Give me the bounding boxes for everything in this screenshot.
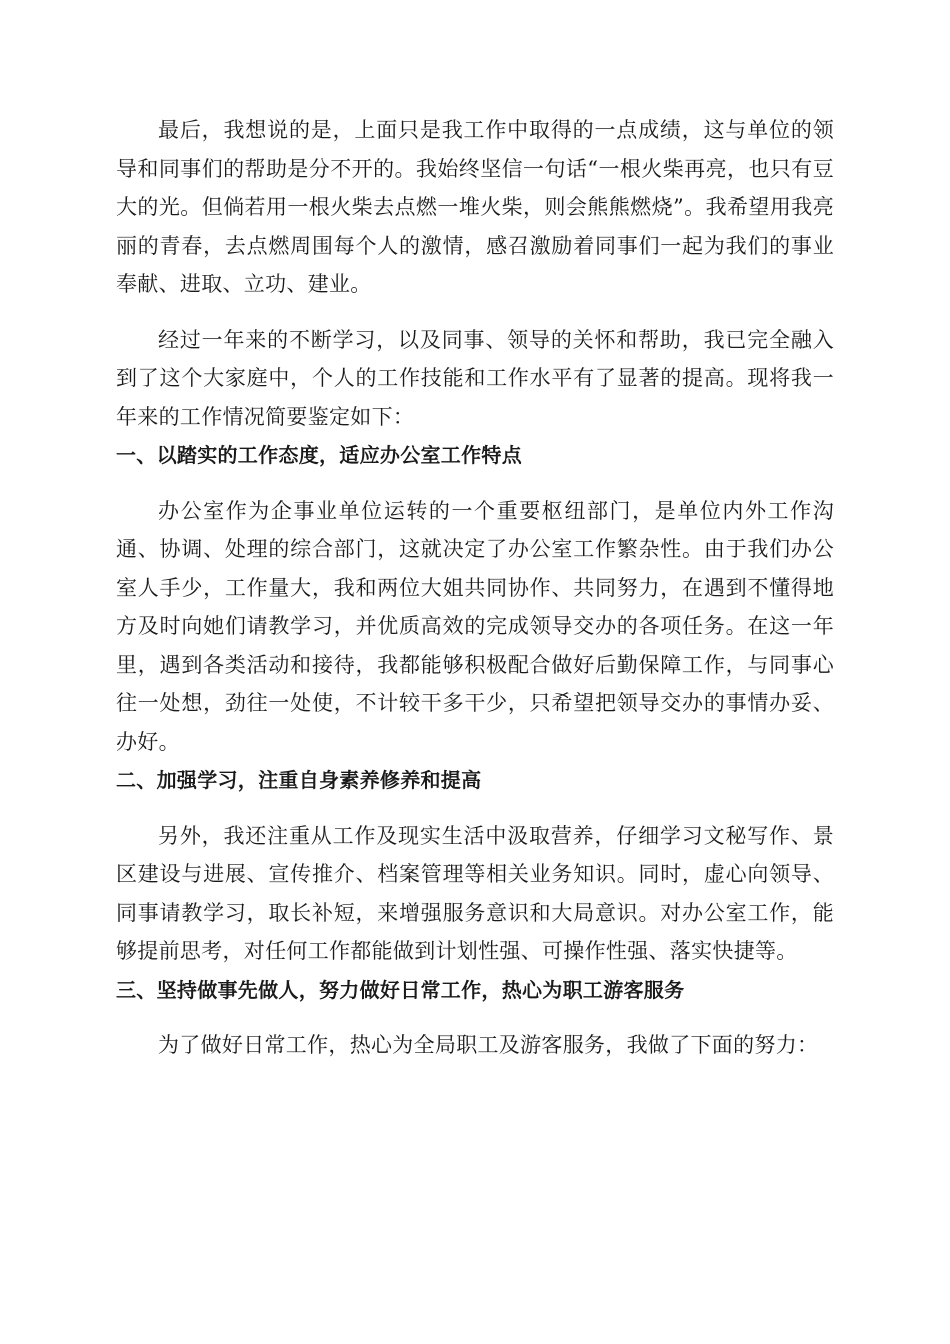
paragraph-intro: 经过一年来的不断学习，以及同事、领导的关怀和帮助，我已完全融入到了这个大家庭中，个人的工作技能和工作水平有了显著的提高。现将我一年来的工作情况简要鉴定如下： [116,327,834,429]
section-heading-2: 二、加强学习，注重自身素养修养和提高 [116,768,482,792]
document-page [116,111,834,1065]
paragraph-section-3: 为了做好日常工作，热心为全局职工及游客服务，我做了下面的努力： [158,1033,819,1057]
paragraph-section-1: 办公室作为企事业单位运转的一个重要枢纽部门，是单位内外工作沟通、协调、处理的综合部门，这就决定了办公室工作繁杂性。由于我们办公室人手少，工作量大，我和两位大姐共同协作、共同努力，在遇到不懂得地方及时向她们请教学习，并优质高效的完成领导交办的各项任务。在这一年里，遇到各类活动和接待，我都能够积极配合做好后勤保障工作，与同事心往一处想，劲往一处使，不计较干多干少，只希望把领导交办的事情办妥、办好。 [116,498,834,754]
paragraph-conclusion: 最后，我想说的是，上面只是我工作中取得的一点成绩，这与单位的领导和同事们的帮助是分不开的。我始终坚信一句话“一根火柴再亮，也只有豆大的光。但倘若用一根火柴去点燃一堆火柴，则会熊熊燃烧”。我希望用我亮丽的青春，去点燃周围每个人的激情，感召激励着同事们一起为我们的事业奉献、进取、立功、建业。 [116,118,834,296]
paragraph-section-2: 另外，我还注重从工作及现实生活中汲取营养，仔细学习文秘写作、景区建设与进展、宣传推介、档案管理等相关业务知识。同时，虚心向领导、同事请教学习，取长补短，来增强服务意识和大局意识。对办公室工作，能够提前思考，对任何工作都能做到计划性强、可操作性强、落实快捷等。 [116,823,834,963]
section-heading-3: 三、坚持做事先做人，努力做好日常工作，热心为职工游客服务 [116,977,685,1002]
section-heading-1: 一、以踏实的工作态度，适应办公室工作特点 [116,443,522,467]
